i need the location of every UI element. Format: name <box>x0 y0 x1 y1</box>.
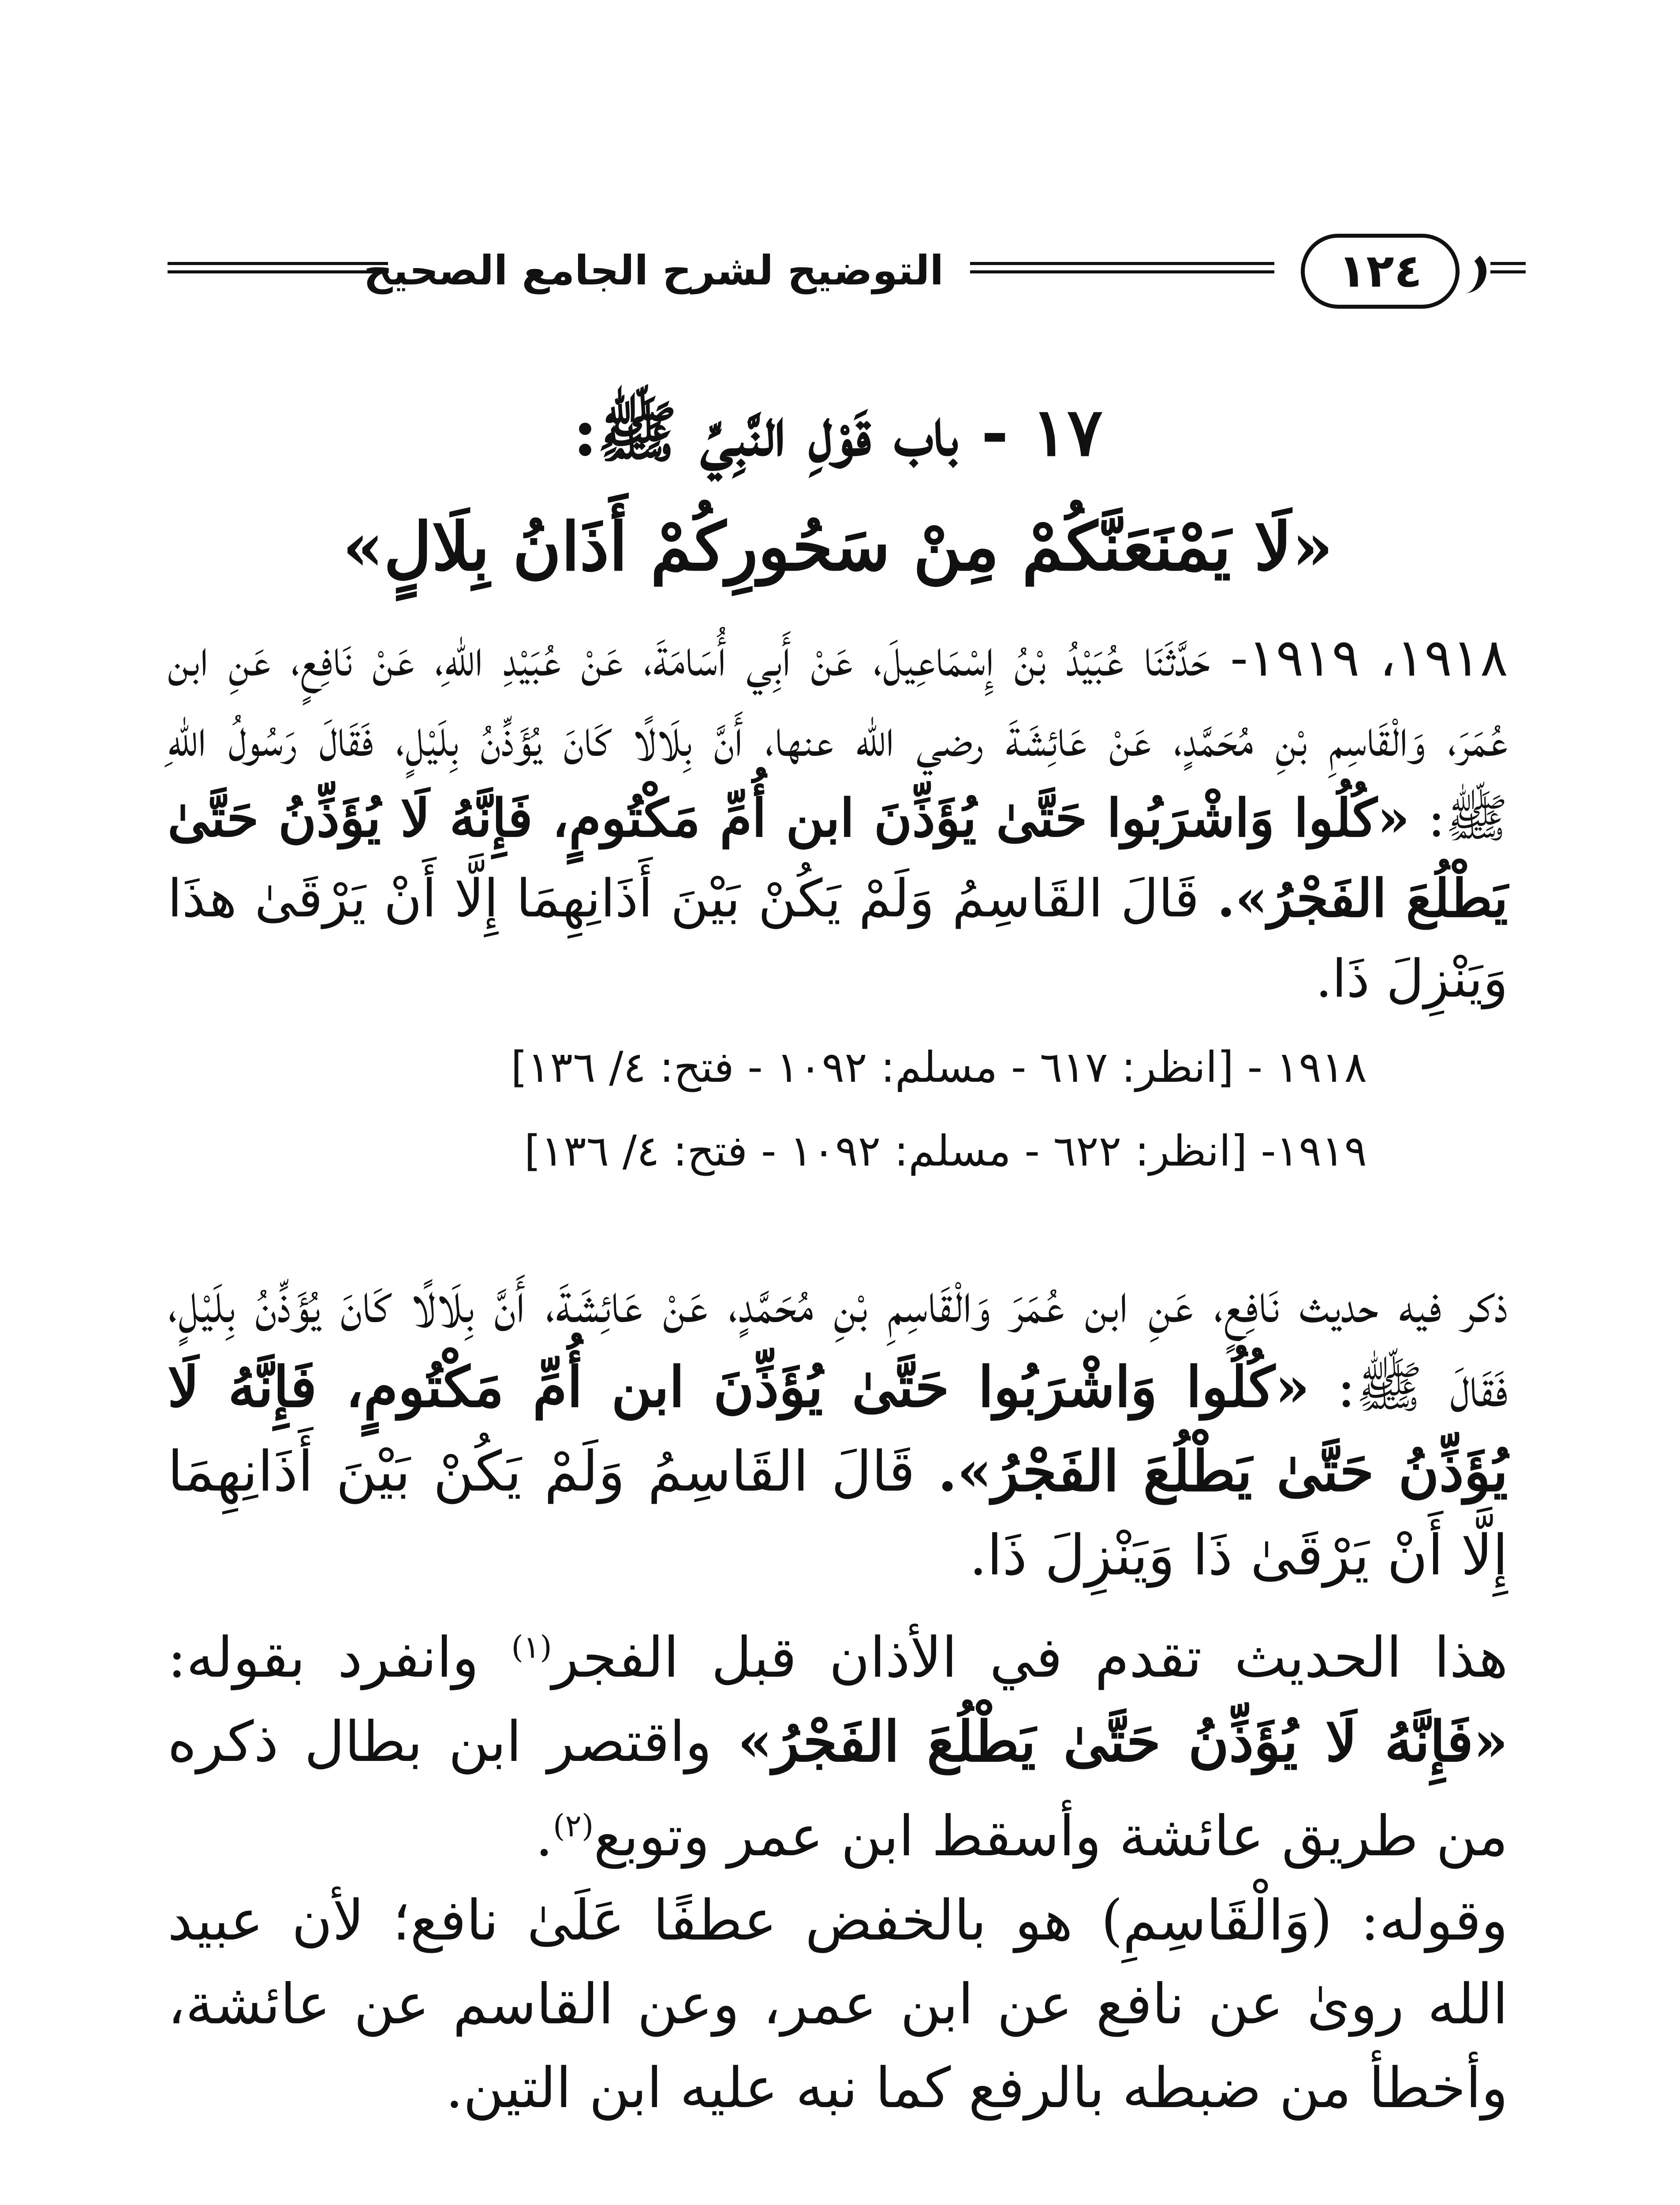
chapter-title: ١٧ - باب قَوْلِ النَّبِيِّ ﷺ: <box>573 393 1103 471</box>
commentary-paragraph-3: وقوله: (وَالْقَاسِمِ) هو بالخفض عطفًا عَلَىٰ نافع؛ لأن عبيد الله روىٰ عن نافع عن ابن عمر، وعن القاسم عن عائشة، وأخطأ من ضبطه بالرفع كما نبه عليه ابن التين. <box>168 1888 1508 2120</box>
header-rule-right <box>1490 262 1526 273</box>
hadith-matn: «كُلُوا وَاشْرَبُوا حَتَّىٰ يُؤَذِّنَ ابن أُمِّ مَكْتُومٍ، فَإِنَّهُ لَا يُؤَذِّنُ حَتَّىٰ يَطْلُعَ الفَجْرُ». <box>168 787 1508 929</box>
commentary-p2-dot: . <box>535 1804 553 1869</box>
reference-1918: ١٩١٨ - [انظر: ٦١٧ - مسلم: ١٠٩٢ - فتح: ٤/ ١٣٦] <box>511 1043 1367 1092</box>
commentary-intro: ذكر فيه حديث نَافِعٍ، عَنِ ابن عُمَرَ وَالْقَاسِمِ بْنِ مُحَمَّدٍ، عَنْ عَائِشَةَ، أَنَّ بِلَالًا كَانَ يُؤَذِّنُ بِلَيْلٍ، فَقَالَ ﷺ: <box>168 1271 1508 1420</box>
commentary-quote: «كُلُوا وَاشْرَبُوا حَتَّىٰ يُؤَذِّنَ ابن أُمِّ مَكْتُومٍ، فَإِنَّهُ لَا يُؤَذِّنُ حَتَّىٰ يَطْلُعَ الفَجْرُ». <box>168 1354 1508 1504</box>
hadith-isnad: ١٩١٨، ١٩١٩- حَدَّثَنَا عُبَيْدُ بْنُ إِسْمَاعِيلَ، عَنْ أَبِي أُسَامَةَ، عَنْ عُبَيْدِ اللهِ، عَنْ نَافِعٍ، عَنِ ابن عُمَرَ، وَالْقَاسِمِ بْنِ مُحَمَّدٍ، عَنْ عَائِشَةَ رضي الله عنها، أَنَّ بِلَالًا كَانَ يُؤَذِّنُ بِلَيْلٍ، فَقَالَ رَسُولُ اللهِ ﷺ: <box>168 627 1508 848</box>
reference-1919: ١٩١٩- [انظر: ٦٢٢ - مسلم: ١٠٩٢ - فتح: ٤/ ١٣٦] <box>524 1126 1367 1176</box>
footnote-marker-2[interactable]: (٢) <box>553 1808 594 1844</box>
header-rule-middle <box>970 262 1274 273</box>
commentary-paragraph-2 <box>168 1605 1508 1878</box>
footnote-marker-1[interactable]: (١) <box>511 1629 552 1665</box>
commentary-p2-end: واقتصر ابن بطال ذكره من طريق عائشة وأسقط ابن عمر وتوبع <box>168 1709 1508 1869</box>
page-number: ١٢٤ <box>1301 234 1460 309</box>
hadith-tail: قَالَ القَاسِمُ وَلَمْ يَكُنْ بَيْنَ أَذَانِهِمَا إِلَّا أَنْ يَرْقَىٰ هذَا وَيَنْزِلَ ذَا. <box>168 868 1508 1009</box>
running-title: التوضيح لشرح الجامع الصحيح <box>363 247 944 294</box>
chapter-subtitle: «لَا يَمْنَعَنَّكُمْ مِنْ سَحُورِكُمْ أَذَانُ بِلَالٍ» <box>342 508 1333 586</box>
hadith-text <box>168 617 1508 1019</box>
commentary-p2-quote: «فَإِنَّهُ لَا يُؤَذِّنُ حَتَّىٰ يَطْلُعَ الفَجْرُ» <box>737 1709 1508 1774</box>
commentary-tail: قَالَ القَاسِمُ وَلَمْ يَكُنْ بَيْنَ أَذَانِهِمَا إِلَّا أَنْ يَرْقَىٰ ذَا وَيَنْزِلَ ذَا. <box>168 1439 1508 1588</box>
commentary-p2-mid: وانفرد بقوله: <box>168 1625 479 1690</box>
commentary-paragraph-1 <box>168 1261 1508 1597</box>
commentary-p2-start: هذا الحديث تقدم في الأذان قبل الفجر <box>552 1625 1508 1690</box>
header-rule-left <box>168 262 388 273</box>
page-header <box>168 229 1508 318</box>
